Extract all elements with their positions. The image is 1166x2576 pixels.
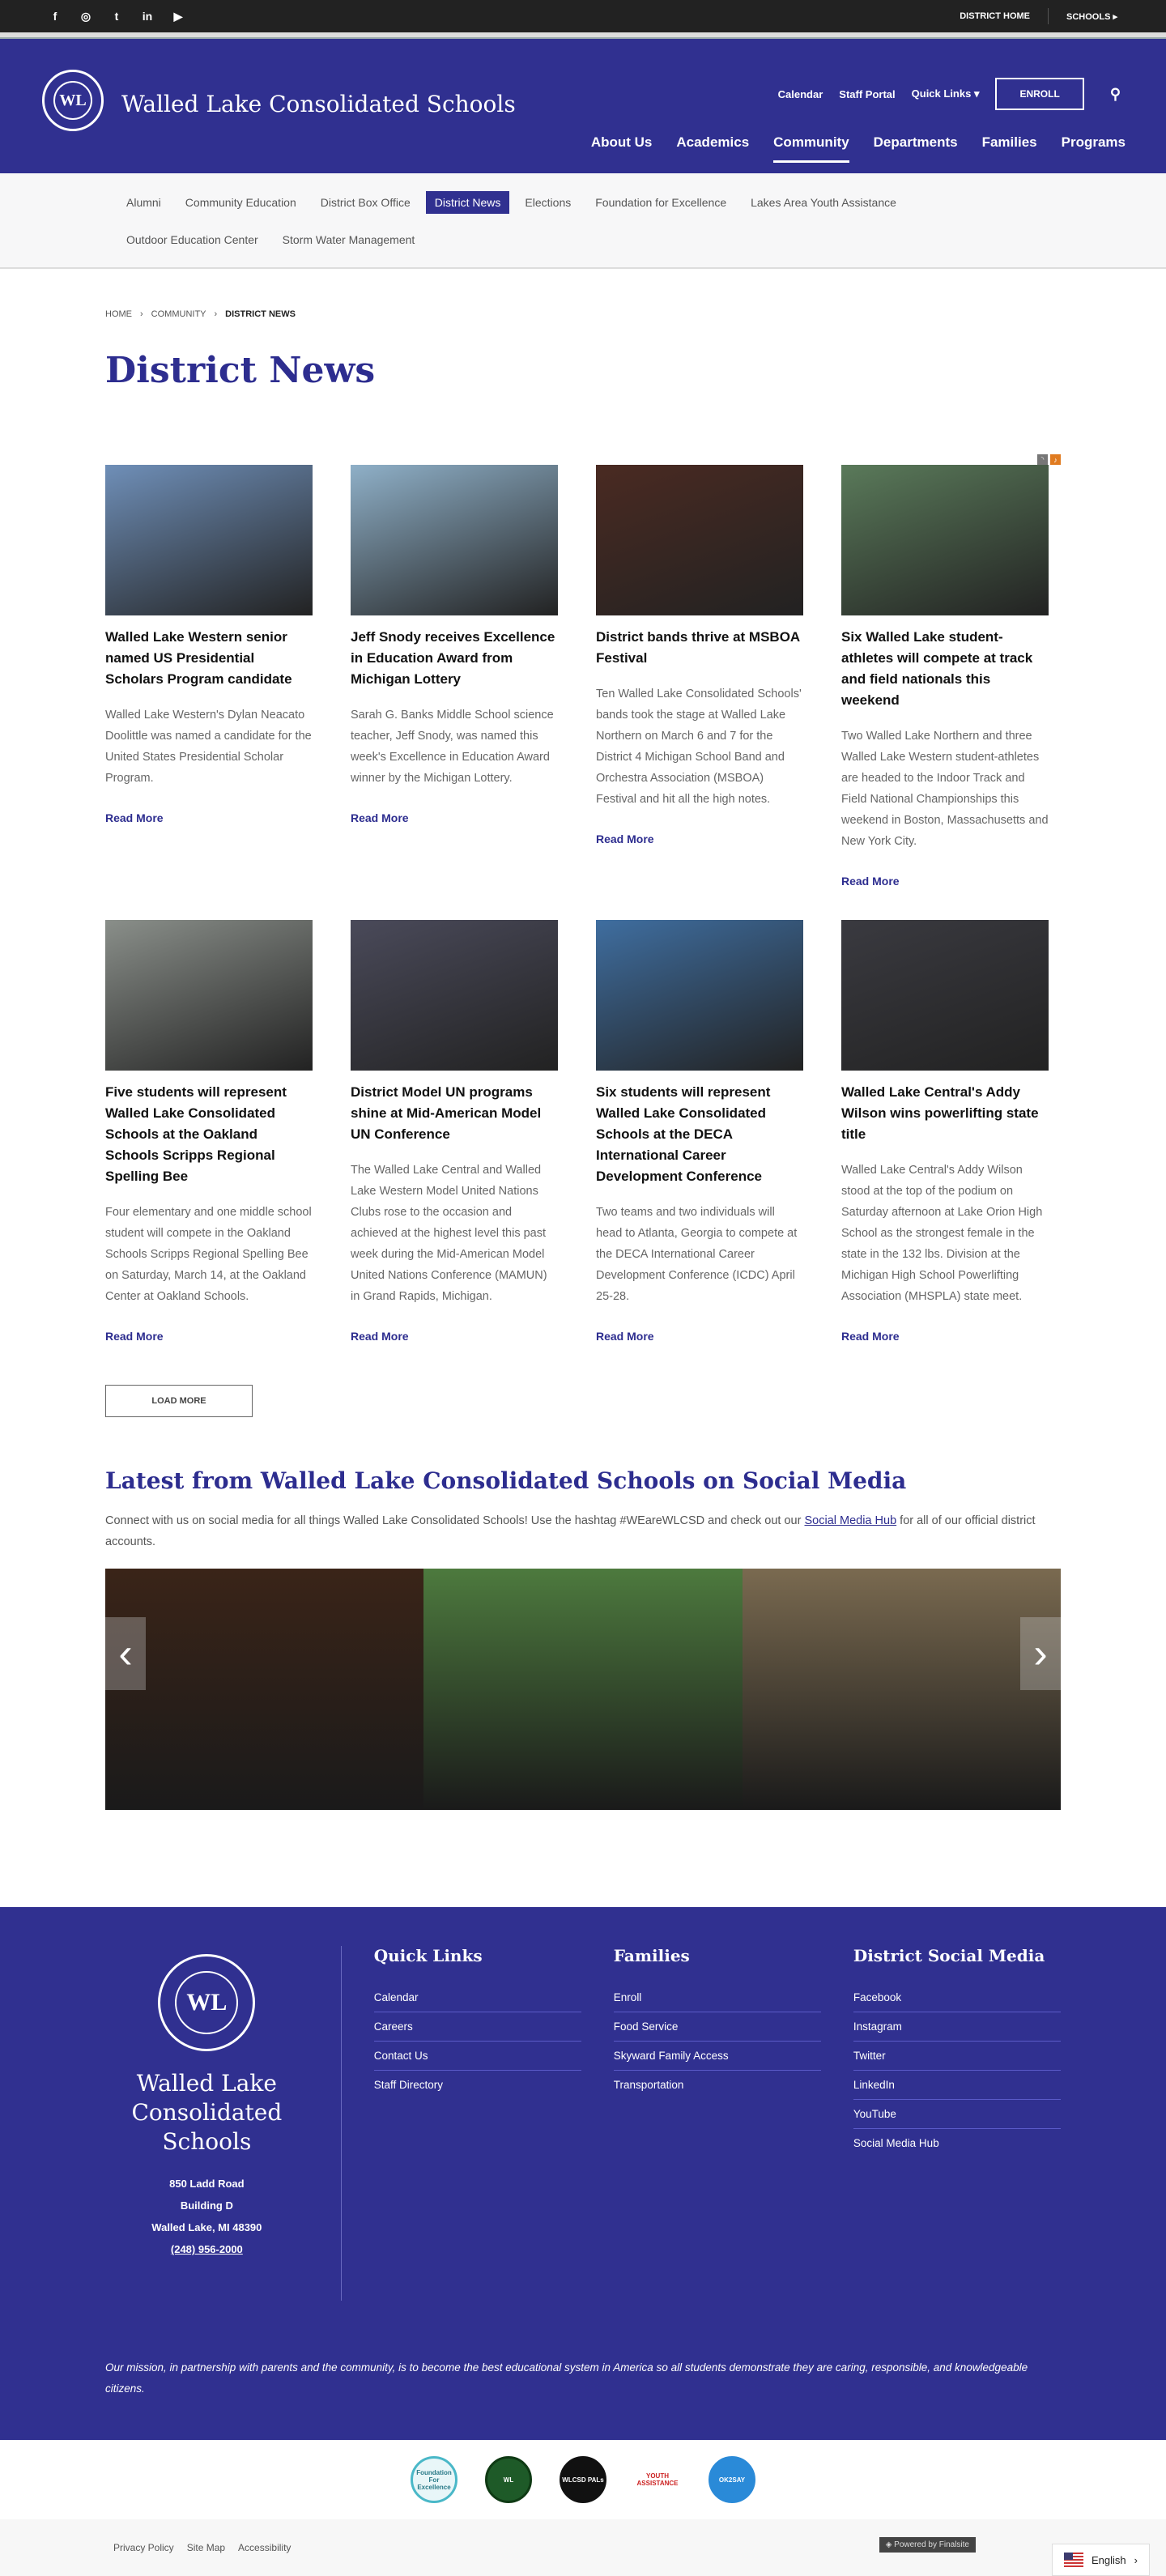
footer-district-name: Walled Lake Consolidated Schools [131,2070,283,2155]
nav-academics[interactable]: Academics [676,134,750,150]
address-line: Walled Lake, MI 48390 [151,2221,262,2233]
site-title[interactable]: Walled Lake Consolidated Schools [121,91,516,117]
news-summary: The Walled Lake Central and Walled Lake Western Model United Nations Clubs rose to the occasion and achieved at the highest level this past week during the Mid-American Model United Nations Conference (MAMUN) in Grand Rapids, Michigan. [351,1164,547,1303]
footer-link[interactable]: Social Media Hub [853,2137,939,2149]
read-more-link[interactable]: Read More [841,1330,900,1343]
feed-icons [105,454,1061,465]
section-subnav [0,173,1166,269]
news-summary: Two Walled Lake Northern and three Walled Lake Western student-athletes are headed to the Indoor Track and Field National Championships this weekend in Boston, Massachusetts and New York City. [841,730,1049,848]
site-header [0,39,1166,173]
language-selector[interactable] [1052,2544,1150,2576]
main-nav [591,134,1126,163]
news-image[interactable] [105,920,313,1071]
news-title[interactable]: Walled Lake Western senior named US Presidential Scholars Program candidate [105,629,292,687]
news-summary: Two teams and two individuals will head to Atlanta, Georgia to compete at the DECA International Career Development Conference (ICDC) April 25-28. [596,1206,798,1303]
linkedin-icon[interactable]: in [142,10,153,23]
privacy-policy-link[interactable]: Privacy Policy [113,2542,174,2553]
news-card [351,920,558,1343]
subnav-lakes-area-youth[interactable]: Lakes Area Youth Assistance [751,196,896,209]
language-label: English [1092,2553,1126,2566]
subnav-foundation[interactable]: Foundation for Excellence [595,196,727,209]
district-logo[interactable] [42,70,104,131]
address-line: 850 Ladd Road [169,2178,245,2190]
footer-link[interactable]: YouTube [853,2100,1061,2129]
read-more-link[interactable]: Read More [105,811,164,824]
partner-logo[interactable]: WL [485,2456,532,2503]
main-content [0,309,1166,1810]
breadcrumb-current: DISTRICT NEWS [225,309,296,319]
news-summary: Walled Lake Western's Dylan Neacato Doolittle was named a candidate for the United States Presidential Scholar Program. [105,709,312,785]
rss-icon[interactable]: ◝ [1037,454,1048,465]
logo-mark: WL [53,81,92,120]
twitter-icon[interactable]: t [114,10,119,23]
partner-logo[interactable]: YOUTH ASSISTANCE [634,2456,681,2503]
intro-text: Connect with us on social media for all things Walled Lake Consolidated Schools! Use the hashtag #WEareWLCSD and check out our [105,1514,805,1527]
enroll-button[interactable]: ENROLL [995,78,1083,110]
footer-col-title: Families [613,1946,690,1965]
footer-link[interactable]: Contact Us [374,2042,581,2071]
chevron-right-icon: › [214,309,218,319]
footer-col-title: Quick Links [373,1946,483,1965]
schools-dropdown[interactable]: SCHOOLS ▸ [1066,11,1117,22]
footer-families [614,1946,821,2301]
footer-quick-links [374,1946,581,2301]
news-card [841,920,1049,1343]
bottom-bar [0,2519,1166,2576]
partner-logo[interactable]: Foundation For Excellence [411,2456,457,2503]
footer-address [105,2173,309,2260]
news-card [596,465,803,888]
footer-link[interactable]: Transportation [613,2079,684,2091]
footer-link[interactable]: Instagram [853,2012,1061,2042]
district-home-link[interactable]: DISTRICT HOME [960,11,1031,21]
read-more-link[interactable]: Read More [351,811,409,824]
subnav-storm-water[interactable]: Storm Water Management [282,233,415,246]
partner-logos [0,2440,1166,2519]
subnav-alumni[interactable]: Alumni [126,196,161,209]
news-title[interactable]: Six Walled Lake student-athletes will compete at track and field nationals this weekend [841,629,1033,708]
carousel-slide[interactable] [423,1569,742,1810]
news-title[interactable]: Walled Lake Central's Addy Wilson wins powerlifting state title [841,1084,1039,1142]
subnav-district-news[interactable]: District News [426,191,510,214]
utility-bar [0,0,1166,32]
header-strip [0,32,1166,39]
address-line: Building D [180,2199,233,2212]
news-title[interactable]: District Model UN programs shine at Mid-American Model UN Conference [351,1084,542,1142]
staff-portal-link[interactable]: Staff Portal [839,87,896,100]
youtube-icon[interactable]: ▶ [173,9,183,23]
news-summary: Sarah G. Banks Middle School science teacher, Jeff Snody, was named this week's Excellence in Education Award winner by the Michigan Lottery. [351,709,554,785]
news-image[interactable] [351,920,558,1071]
carousel-prev-arrow-icon[interactable]: ‹ [105,1617,146,1690]
read-more-link[interactable]: Read More [596,1330,654,1343]
social-links [49,10,185,23]
nav-programs[interactable]: Programs [1061,134,1126,150]
footer-link[interactable]: Twitter [853,2042,1061,2071]
site-map-link[interactable]: Site Map [186,2542,226,2553]
carousel-next-arrow-icon[interactable]: › [1020,1617,1061,1690]
footer-link[interactable]: Food Service [614,2012,821,2042]
search-icon[interactable]: ⚲ [1109,85,1121,102]
subnav-community-education[interactable]: Community Education [185,196,296,209]
footer-link[interactable]: Staff Directory [373,2079,443,2091]
carousel-slide[interactable] [105,1569,423,1810]
news-image[interactable] [841,465,1049,615]
partner-logo[interactable]: OK2SAY [709,2456,755,2503]
facebook-icon[interactable]: f [53,10,57,23]
news-image[interactable] [105,465,313,615]
footer-logo [158,1954,255,2051]
utility-nav [778,78,1121,110]
notification-bell-icon[interactable]: ♪ [1050,454,1061,465]
instagram-icon[interactable]: ◎ [80,9,91,23]
partner-logo[interactable]: WLCSD PALs [560,2456,606,2503]
news-image[interactable] [596,920,803,1071]
news-title[interactable]: District bands thrive at MSBOA Festival [596,629,800,666]
read-more-link[interactable]: Read More [841,875,900,888]
news-summary: Ten Walled Lake Consolidated Schools' bands took the stage at Walled Lake Northern on March 6 and 7 for the District 4 Michigan School Band and Orchestra Association (MSBOA) Festival and hit all the high notes. [596,688,802,806]
social-carousel[interactable] [105,1569,1061,1810]
nav-families[interactable]: Families [981,134,1037,150]
news-card [105,465,313,888]
nav-about-us[interactable]: About Us [590,134,653,150]
news-card [105,920,313,1343]
calendar-link[interactable]: Calendar [777,87,823,100]
news-title[interactable]: Jeff Snody receives Excellence in Education Award from Michigan Lottery [351,629,555,687]
footer-link[interactable]: Calendar [374,1983,581,2012]
divider [1048,8,1049,24]
phone-link[interactable]: (248) 956-2000 [170,2243,243,2255]
page-title: District News [105,350,376,391]
us-flag-icon [1064,2553,1083,2567]
social-section-title: Latest from Walled Lake Consolidated Schools on Social Media [105,1467,907,1494]
intro-text-end: for all of our official district accounts. [105,1514,1036,1548]
mission-statement: Our mission, in partnership with parents and the community, is to become the best educational system in America so all students demonstrate they are caring, responsible, and knowledgeable citizens. [105,2361,1028,2395]
carousel-slide[interactable] [743,1569,1061,1810]
news-image[interactable] [841,920,1049,1071]
quick-links-dropdown[interactable]: Quick Links ▾ [911,87,980,100]
news-summary: Four elementary and one middle school student will compete in the Oakland Schools Scripps Regional Spelling Bee on Saturday, March 14, at the Oakland Center at Oakland Schools. [105,1206,312,1303]
footer-link[interactable]: Careers [374,2012,581,2042]
footer-link[interactable]: Enroll [614,1983,821,2012]
footer-link[interactable]: Facebook [853,1983,1061,2012]
nav-departments[interactable]: Departments [873,134,958,150]
subnav-district-box-office[interactable]: District Box Office [320,196,411,209]
footer-link[interactable]: Skyward Family Access [614,2042,821,2071]
news-card [596,920,803,1343]
chevron-right-icon: › [1134,2553,1138,2566]
breadcrumb-community[interactable]: COMMUNITY [151,309,206,319]
social-intro [105,1510,1061,1552]
news-summary: Walled Lake Central's Addy Wilson stood at the top of the podium on Saturday afternoon at Lake Orion High School as the strongest female in the state in the 132 lbs. Division at the Michigan High School Powerlifting Association (MHSPLA) state meet. [841,1164,1043,1303]
footer-col-title: District Social Media [853,1946,1045,1965]
site-footer [0,1907,1166,2440]
news-card [351,465,558,888]
news-grid [105,465,1061,1343]
news-title[interactable]: Five students will represent Walled Lake Consolidated Schools at the Oakland Schools Scripps Regional Spelling Bee [105,1084,287,1184]
breadcrumb-home[interactable]: HOME [105,309,132,319]
news-title[interactable]: Six students will represent Walled Lake Consolidated Schools at the DECA International Career Development Conference [596,1084,771,1184]
read-more-link[interactable]: Read More [351,1330,409,1343]
social-media-hub-link[interactable]: Social Media Hub [804,1514,897,1527]
accessibility-link[interactable]: Accessibility [238,2542,292,2553]
powered-by-finalsite[interactable]: ◈ Powered by Finalsite [879,2537,976,2553]
footer-brand [105,1946,342,2301]
subnav-outdoor-education[interactable]: Outdoor Education Center [126,233,258,246]
chevron-right-icon: › [140,309,143,319]
load-more-button[interactable]: LOAD MORE [105,1385,253,1417]
footer-link[interactable]: LinkedIn [853,2071,1061,2100]
breadcrumb [105,309,1061,319]
nav-community[interactable]: Community [773,134,849,163]
news-card [841,465,1049,888]
logo-mark: WL [175,1971,238,2034]
news-image[interactable] [351,465,558,615]
news-image[interactable] [596,465,803,615]
read-more-link[interactable]: Read More [105,1330,164,1343]
subnav-elections[interactable]: Elections [525,196,572,209]
read-more-link[interactable]: Read More [596,832,654,845]
footer-social-media [853,1946,1061,2301]
